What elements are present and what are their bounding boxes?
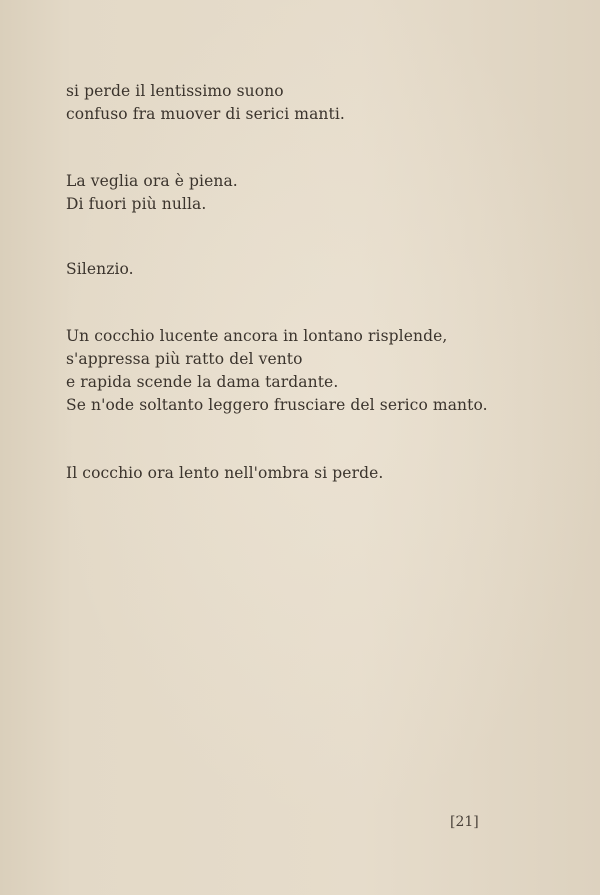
stanza xyxy=(66,325,488,417)
page-number: [21] xyxy=(450,814,479,830)
poem-line: Il cocchio ora lento nell'ombra si perde. xyxy=(66,464,384,482)
poem-line: Silenzio. xyxy=(66,260,134,278)
poem-line: s'appressa più ratto del vento xyxy=(66,350,303,368)
poem-line: Di fuori più nulla. xyxy=(66,195,207,213)
poem-line: si perde il lentissimo suono xyxy=(66,82,284,100)
stanza xyxy=(66,170,238,216)
stanza xyxy=(66,462,383,485)
stanza xyxy=(66,258,134,281)
poem-line: Se n'ode soltanto leggero frusciare del serico manto. xyxy=(66,396,488,414)
poem-line: La veglia ora è piena. xyxy=(66,172,238,190)
poem-line: confuso fra muover di serici manti. xyxy=(66,105,345,123)
poem-line: Un cocchio lucente ancora in lontano risplende, xyxy=(66,327,448,345)
poem-line: e rapida scende la dama tardante. xyxy=(66,373,339,391)
stanza xyxy=(66,80,345,126)
